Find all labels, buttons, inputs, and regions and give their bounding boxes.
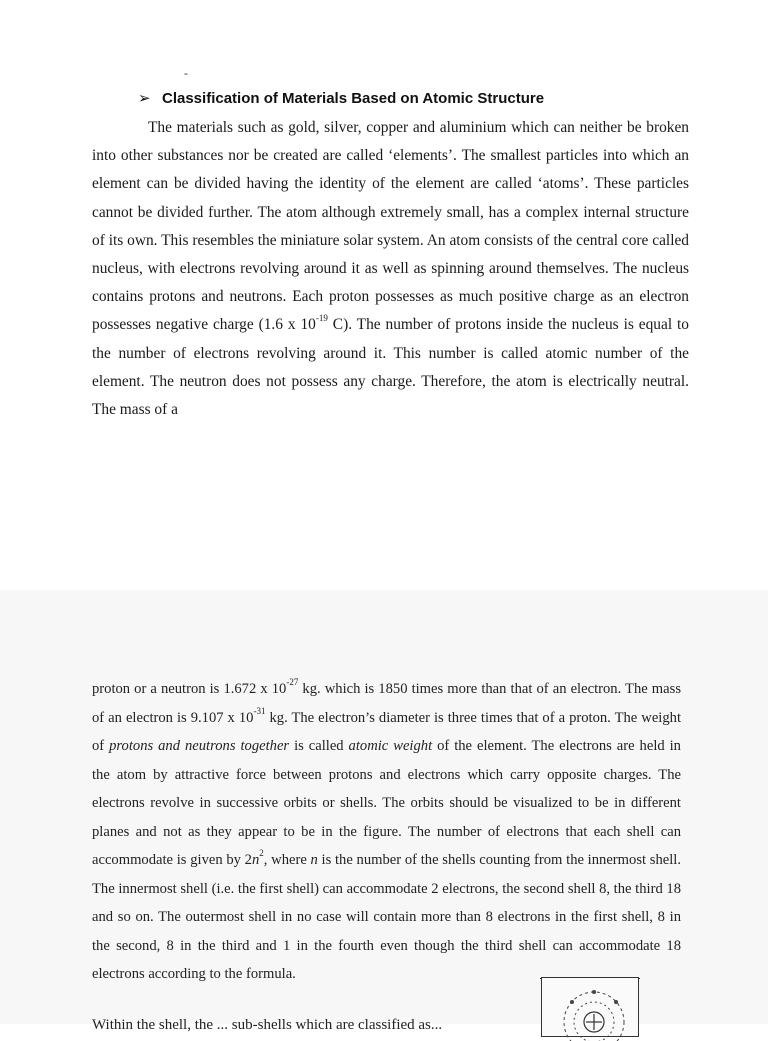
paragraph-electrons: [92, 675, 681, 989]
paragraph-text: kg. The electron’s diameter is three times that of a proton. The weight of: [92, 709, 681, 754]
arrow-bullet-icon: ➢: [138, 90, 151, 107]
superscript: -27: [286, 677, 299, 688]
atom-diagram-figure: [541, 977, 639, 1037]
emphasis-text: n: [251, 852, 260, 868]
emphasis-text: atomic weight: [348, 738, 433, 754]
paragraph-text: proton or a neutron is 1.672 x 10: [92, 681, 287, 697]
cut-off-text-line: Within the shell, the ... sub-shells which are classified as...: [92, 1017, 443, 1033]
paragraph-text: of the element. The electrons are held in the atom by attractive force between protons and electrons which carry opposite charges. The electrons revolve in successive orbits or shells. The orbits should be visualized to be in different planes and not as they appear to be in the figure. The number of electrons that each shell can accommodate is given by 2: [92, 738, 681, 868]
paragraph-text: is called: [289, 738, 349, 754]
paragraph-text: is the number of the shells counting from the innermost shell. The innermost shell (i.e. the first shell) can accommodate 2 electrons, the second shell 8, the third 18 and so on. The outermost shell in no case will contain more than 8 electrons in the first shell, 8 in the second, 8 in the third and 1 in the fourth even though the third shell can accommodate 18 electrons according to the formula.: [92, 852, 681, 982]
paragraph-text: The materials such as gold, silver, copper and aluminium which can neither be broken into other substances nor be created are called ‘elements’. The smallest particles into which an element can be divided having the identity of the element are called ‘atoms’. These particles cannot be divided further. The atom although extremely small, has a complex internal structure of its own. This resembles the miniature solar system. An atom consists of the central core called nucleus, with electrons revolving around it as well as spinning around themselves. The nucleus contains protons and neutrons. Each proton possesses as much positive charge as an electron possesses negative charge (1.6 x 10: [92, 119, 689, 334]
paragraph-text: kg. which is 1850 times more than that of an electron. The mass of an electron is 9.107 x 10: [92, 681, 681, 726]
section-heading: [138, 89, 544, 107]
emphasis-text: protons and neutrons together: [109, 738, 290, 754]
paragraph-text: , where: [263, 852, 311, 868]
paragraph-text: C). The number of protons inside the nucleus is equal to the number of electrons revolving around it. This number is called atomic number of the element. The neutron does not possess any charge. Therefore, the atom is electrically neutral. The mass of a: [92, 316, 689, 419]
superscript: -31: [253, 705, 266, 716]
section-heading-text: Classification of Materials Based on Atomic Structure: [162, 90, 545, 107]
atom-orbits-icon: [542, 978, 638, 1036]
emphasis-text: n: [310, 852, 318, 868]
paragraph-atoms: [92, 114, 689, 424]
superscript: -19: [315, 313, 328, 324]
superscript: 2: [259, 848, 264, 859]
page-marker: -: [184, 66, 188, 80]
